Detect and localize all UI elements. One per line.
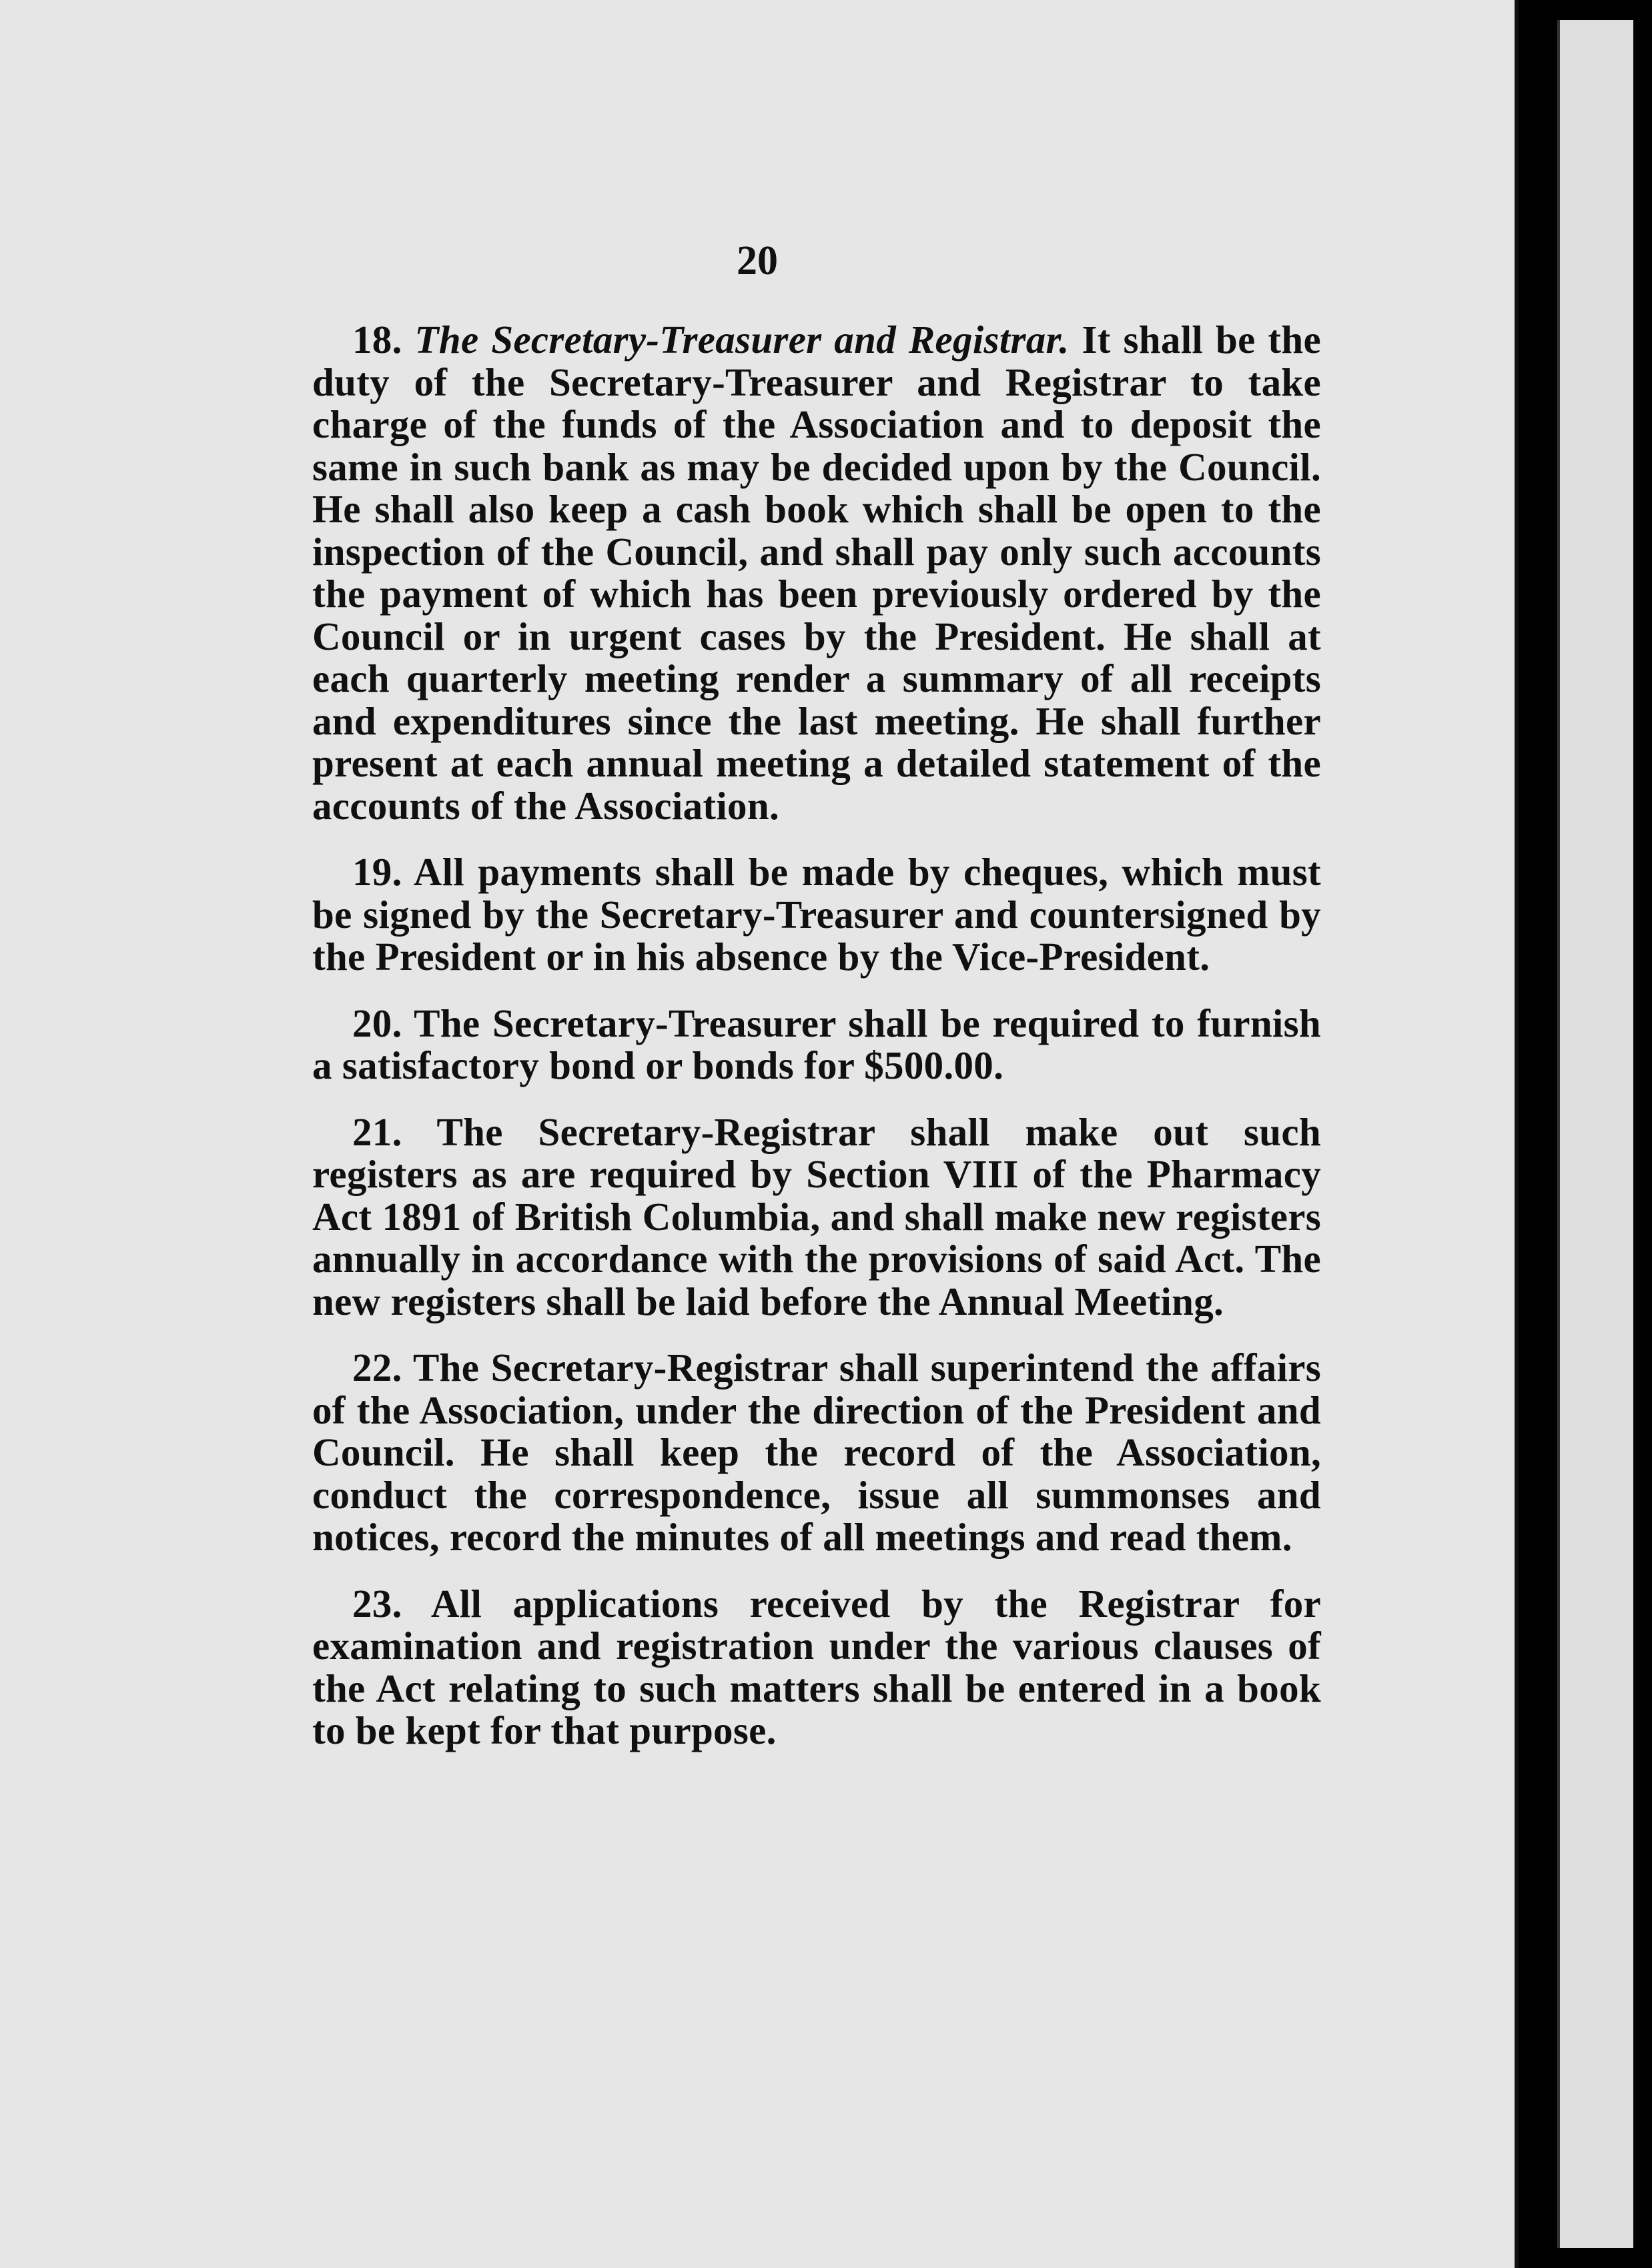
section-number: 18. bbox=[352, 318, 402, 362]
section-heading: The Secretary-Treasurer and Registrar. bbox=[414, 318, 1070, 362]
section-text: It shall be the duty of the Secretary-Treasurer and Registrar to take charge of the funds of the Association and to deposit the same in such bank as may be decided upon by the Council. He shall also keep a cash book which shall be open to the inspection of the Council, and shall pay only such accounts the payment of which has been previously ordered by the Council or in urgent cases by the President. He shall at each quarterly meeting render a summary of all receipts and expenditures since the last meeting. He shall further present at each annual meeting a detailed statement of the accounts of the Association. bbox=[312, 318, 1321, 828]
section-text: All applications received by the Registrar for examination and registration under the various clauses of the Act relating to such matters shall be entered in a book to be kept for that purpose. bbox=[312, 1581, 1321, 1752]
page-body bbox=[312, 319, 1321, 1776]
adjacent-page-edge bbox=[1557, 20, 1633, 2248]
page-number: 20 bbox=[737, 238, 778, 284]
section-21 bbox=[312, 1111, 1321, 1323]
section-19 bbox=[312, 851, 1321, 979]
section-20 bbox=[312, 1003, 1321, 1087]
section-text: All payments shall be made by cheques, which must be signed by the Secretary-Treasurer and countersigned by the President or in his absence by the Vice-President. bbox=[312, 850, 1321, 979]
section-18 bbox=[312, 319, 1321, 827]
section-23 bbox=[312, 1583, 1321, 1752]
section-number: 23. bbox=[352, 1581, 402, 1626]
section-text: The Secretary-Registrar shall make out such registers as are required by Section VIII of the Pharmacy Act 1891 of British Columbia, and shall make new registers annually in accordance with the provisions of said Act. The new registers shall be laid before the Annual Meeting. bbox=[312, 1109, 1321, 1323]
section-number: 19. bbox=[352, 850, 402, 894]
section-number: 20. bbox=[352, 1001, 402, 1045]
section-22 bbox=[312, 1347, 1321, 1559]
section-text: The Secretary-Registrar shall superintend the affairs of the Association, under the direction of the President and Council. He shall keep the record of the Association, conduct the correspondence, issue all summonses and notices, record the minutes of all meetings and read them. bbox=[312, 1345, 1322, 1559]
section-number: 22. bbox=[352, 1345, 402, 1389]
section-number: 21. bbox=[352, 1109, 402, 1154]
section-text: The Secretary-Treasurer shall be required to furnish a satisfactory bond or bonds for $500.00. bbox=[312, 1001, 1321, 1087]
